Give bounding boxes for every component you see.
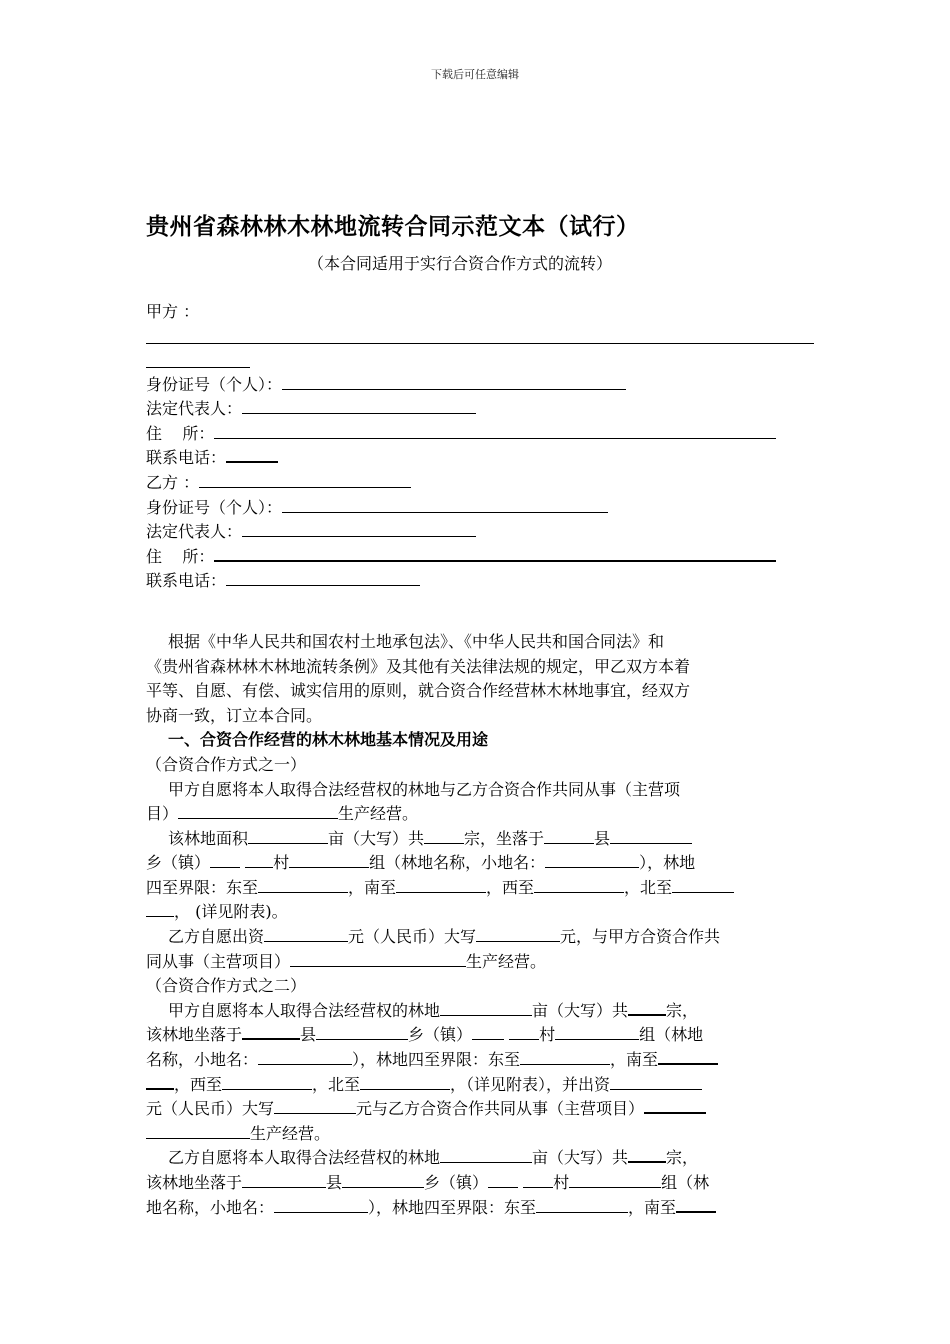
text-span: 该林地面积 xyxy=(168,828,249,848)
south-blank[interactable] xyxy=(676,1197,716,1213)
place-name-blank[interactable] xyxy=(274,1198,368,1213)
party-a-rep-line xyxy=(146,397,814,422)
north-blank[interactable] xyxy=(672,878,734,893)
text-span: 亩（大写）共 xyxy=(532,1148,629,1168)
text-span: 组（林地名称，小地名： xyxy=(369,853,546,873)
party-b-rep-label: 法定代表人： xyxy=(146,522,243,542)
document-subtitle: （本合同适用于实行合资合作方式的流转） xyxy=(308,254,613,273)
section-heading: 一、合资合作经营的林木林地基本情况及用途 xyxy=(168,730,489,750)
text-span: 亩（大写）共 xyxy=(532,1000,629,1020)
text-span: 生产经营。 xyxy=(338,804,419,824)
party-b-rep-blank[interactable] xyxy=(242,522,476,537)
paragraph-line xyxy=(146,999,814,1024)
text-span: ），林地四至界限：东至 xyxy=(368,1197,537,1217)
party-b-label: 乙方 ： xyxy=(146,472,200,492)
north-blank[interactable] xyxy=(360,1075,450,1090)
text-span: ，北至 xyxy=(624,877,673,897)
text-span: ），林地 xyxy=(639,853,696,873)
paragraph-line xyxy=(146,1023,814,1048)
text-span: ），林地四至界限：东至 xyxy=(352,1050,521,1070)
text-span: 乙方自愿出资 xyxy=(168,927,265,947)
party-b-id-line xyxy=(146,496,814,521)
south-blank[interactable] xyxy=(658,1049,718,1065)
paragraph-line xyxy=(146,1048,814,1073)
text-span: 组（林 xyxy=(661,1173,710,1192)
party-b-id-blank[interactable] xyxy=(282,498,608,513)
party-a-addr-blank[interactable] xyxy=(214,424,776,439)
party-a-rep-blank[interactable] xyxy=(242,399,476,414)
text-span: ，南至 xyxy=(348,877,397,897)
party-a-addr-label: 住 所： xyxy=(146,423,215,443)
text-span: 生产经营。 xyxy=(250,1123,331,1143)
party-a-phone-label: 联系电话： xyxy=(146,448,227,468)
text-span: ， (详见附表)。 xyxy=(174,902,288,922)
east-blank[interactable] xyxy=(536,1198,628,1213)
party-b-addr-line xyxy=(146,545,814,570)
party-a-id-line xyxy=(146,373,814,398)
town-blank[interactable] xyxy=(488,1173,518,1188)
party-a-line xyxy=(146,300,814,325)
party-a-name-blank[interactable] xyxy=(146,325,814,373)
area-blank[interactable] xyxy=(248,829,328,844)
town-blank[interactable] xyxy=(472,1025,504,1040)
document-title: 贵州省森林林木林地流转合同示范文本（试行） xyxy=(146,214,640,240)
paragraph-line xyxy=(146,1122,814,1147)
township-blank[interactable] xyxy=(316,1025,408,1040)
main-project-blank-cont[interactable] xyxy=(146,1124,250,1139)
paragraph-line xyxy=(146,1073,814,1098)
party-b-name-blank[interactable] xyxy=(199,473,411,488)
text-span: 甲方自愿将本人取得合法经营权的林地 xyxy=(168,1000,441,1020)
preamble-line: 平等、自愿、有偿、诚实信用的原则，就合资合作经营林木林地事宜，经双方 xyxy=(146,681,691,701)
paragraph-line xyxy=(146,851,814,876)
text-span: 乡（镇） xyxy=(424,1173,489,1192)
party-b-rep-line xyxy=(146,520,814,545)
township-blank[interactable] xyxy=(610,829,692,844)
place-name-blank[interactable] xyxy=(545,853,639,868)
village-blank[interactable] xyxy=(523,1173,553,1188)
party-b-addr-label: 住 所： xyxy=(146,546,215,566)
count-blank[interactable] xyxy=(628,1000,666,1016)
group-blank[interactable] xyxy=(569,1173,661,1188)
contract-body xyxy=(146,300,814,1220)
west-blank[interactable] xyxy=(222,1075,312,1090)
area-blank[interactable] xyxy=(440,1001,532,1016)
count-blank[interactable] xyxy=(424,829,464,844)
paragraph-line xyxy=(146,1146,814,1171)
text-span: 元（人民币）大写 xyxy=(146,1099,275,1119)
main-project-blank[interactable] xyxy=(644,1098,706,1114)
text-span: 元与乙方合资合作共同从事（主营项目） xyxy=(356,1099,645,1119)
county-blank[interactable] xyxy=(544,829,594,844)
text-span: 地名称，小地名： xyxy=(146,1197,275,1217)
text-span: 村 xyxy=(273,853,290,873)
text-span: 元（人民币）大写 xyxy=(348,927,477,947)
party-b-line xyxy=(146,471,814,496)
party-b-phone-blank[interactable] xyxy=(226,571,420,586)
text-span: 该林地坐落于 xyxy=(146,1025,243,1045)
paragraph-line xyxy=(146,1171,814,1196)
party-b-phone-label: 联系电话： xyxy=(146,571,227,591)
party-a-addr-line xyxy=(146,422,814,447)
invest-daxie-blank[interactable] xyxy=(274,1099,356,1114)
text-span: 组（林地 xyxy=(639,1025,704,1045)
group-blank[interactable] xyxy=(555,1025,639,1040)
text-span: 乡（镇） xyxy=(408,1025,473,1045)
text-span: 县 xyxy=(594,828,611,848)
area-blank[interactable] xyxy=(440,1148,532,1163)
paragraph-line: 甲方自愿将本人取得合法经营权的林地与乙方合资合作共同从事（主营项 xyxy=(168,779,681,799)
mode-label: （合资合作方式之一） xyxy=(146,754,307,774)
text-span: 四至界限：东至 xyxy=(146,877,259,897)
party-a-phone-blank[interactable] xyxy=(226,447,278,463)
party-a-id-label: 身份证号（个人）： xyxy=(146,374,283,394)
place-name-blank[interactable] xyxy=(258,1050,352,1065)
paragraph-line xyxy=(146,925,814,950)
preamble-line: 协商一致，订立本合同。 xyxy=(146,705,323,725)
preamble-line: 《贵州省森林林木林地流转条例》及其他有关法律法规的规定，甲乙双方本着 xyxy=(146,656,691,676)
main-project-blank[interactable] xyxy=(178,804,338,819)
text-span: 名称，小地名： xyxy=(146,1050,259,1070)
text-span: 同从事（主营项目） xyxy=(146,951,291,971)
spacer xyxy=(146,594,814,630)
party-a-phone-line xyxy=(146,446,814,471)
paragraph-line xyxy=(146,827,814,852)
party-a-label: 甲方 ： xyxy=(146,302,200,321)
paragraph-line xyxy=(146,1196,814,1221)
main-project-blank[interactable] xyxy=(290,952,466,967)
text-span: 县 xyxy=(300,1025,317,1045)
village-blank[interactable] xyxy=(245,853,273,868)
group-blank[interactable] xyxy=(289,853,369,868)
west-blank[interactable] xyxy=(534,878,624,893)
text-span: 县 xyxy=(326,1173,343,1192)
mode-label: （合资合作方式之二） xyxy=(146,976,307,996)
text-span: ，（详见附表），并出资 xyxy=(450,1074,611,1094)
text-span: 宗， xyxy=(666,1000,699,1020)
party-b-id-label: 身份证号（个人）： xyxy=(146,497,283,517)
text-span: 村 xyxy=(553,1173,570,1192)
text-span: ，北至 xyxy=(312,1074,361,1094)
text-span: 乡（镇） xyxy=(146,853,211,873)
south-blank-cont[interactable] xyxy=(146,1074,174,1090)
text-span: 村 xyxy=(539,1025,556,1045)
count-blank[interactable] xyxy=(628,1147,666,1163)
paragraph-line xyxy=(146,802,814,827)
text-span: 亩（大写）共 xyxy=(328,828,425,848)
text-span: ，西至 xyxy=(486,877,535,897)
text-span: 乙方自愿将本人取得合法经营权的林地 xyxy=(168,1148,441,1168)
invest-amount-blank[interactable] xyxy=(264,927,348,942)
preamble-line: 根据《中华人民共和国农村土地承包法》、《中华人民共和国合同法》和 xyxy=(168,631,665,651)
text-span: 宗，坐落于 xyxy=(464,828,545,848)
east-blank[interactable] xyxy=(258,878,348,893)
party-a-rep-label: 法定代表人： xyxy=(146,399,243,419)
township-blank[interactable] xyxy=(342,1173,424,1188)
county-blank[interactable] xyxy=(242,1173,326,1188)
text-span: 元，与甲方合资合作共 xyxy=(560,927,721,947)
north-blank-cont[interactable] xyxy=(146,902,174,917)
south-blank[interactable] xyxy=(396,878,486,893)
header-note: 下载后可任意编辑 xyxy=(431,68,519,81)
text-span: ，西至 xyxy=(174,1074,223,1094)
paragraph-line xyxy=(146,950,814,975)
text-span: ，南至 xyxy=(610,1050,659,1070)
party-a-id-blank[interactable] xyxy=(282,375,626,390)
party-b-addr-blank[interactable] xyxy=(214,546,776,562)
east-blank[interactable] xyxy=(520,1050,610,1065)
county-blank[interactable] xyxy=(242,1024,300,1040)
text-span: 目） xyxy=(146,804,179,824)
village-blank[interactable] xyxy=(509,1025,539,1040)
paragraph-line xyxy=(146,876,814,901)
text-span: ，南至 xyxy=(628,1197,677,1217)
invest-daxie-blank[interactable] xyxy=(476,927,560,942)
town-blank[interactable] xyxy=(210,853,240,868)
invest-amount-blank[interactable] xyxy=(610,1075,702,1090)
paragraph-line xyxy=(146,900,814,925)
text-span: 该林地坐落于 xyxy=(146,1173,243,1192)
party-b-phone-line xyxy=(146,569,814,594)
paragraph-line xyxy=(146,1097,814,1122)
text-span: 宗， xyxy=(666,1148,699,1168)
text-span: 生产经营。 xyxy=(466,951,547,971)
